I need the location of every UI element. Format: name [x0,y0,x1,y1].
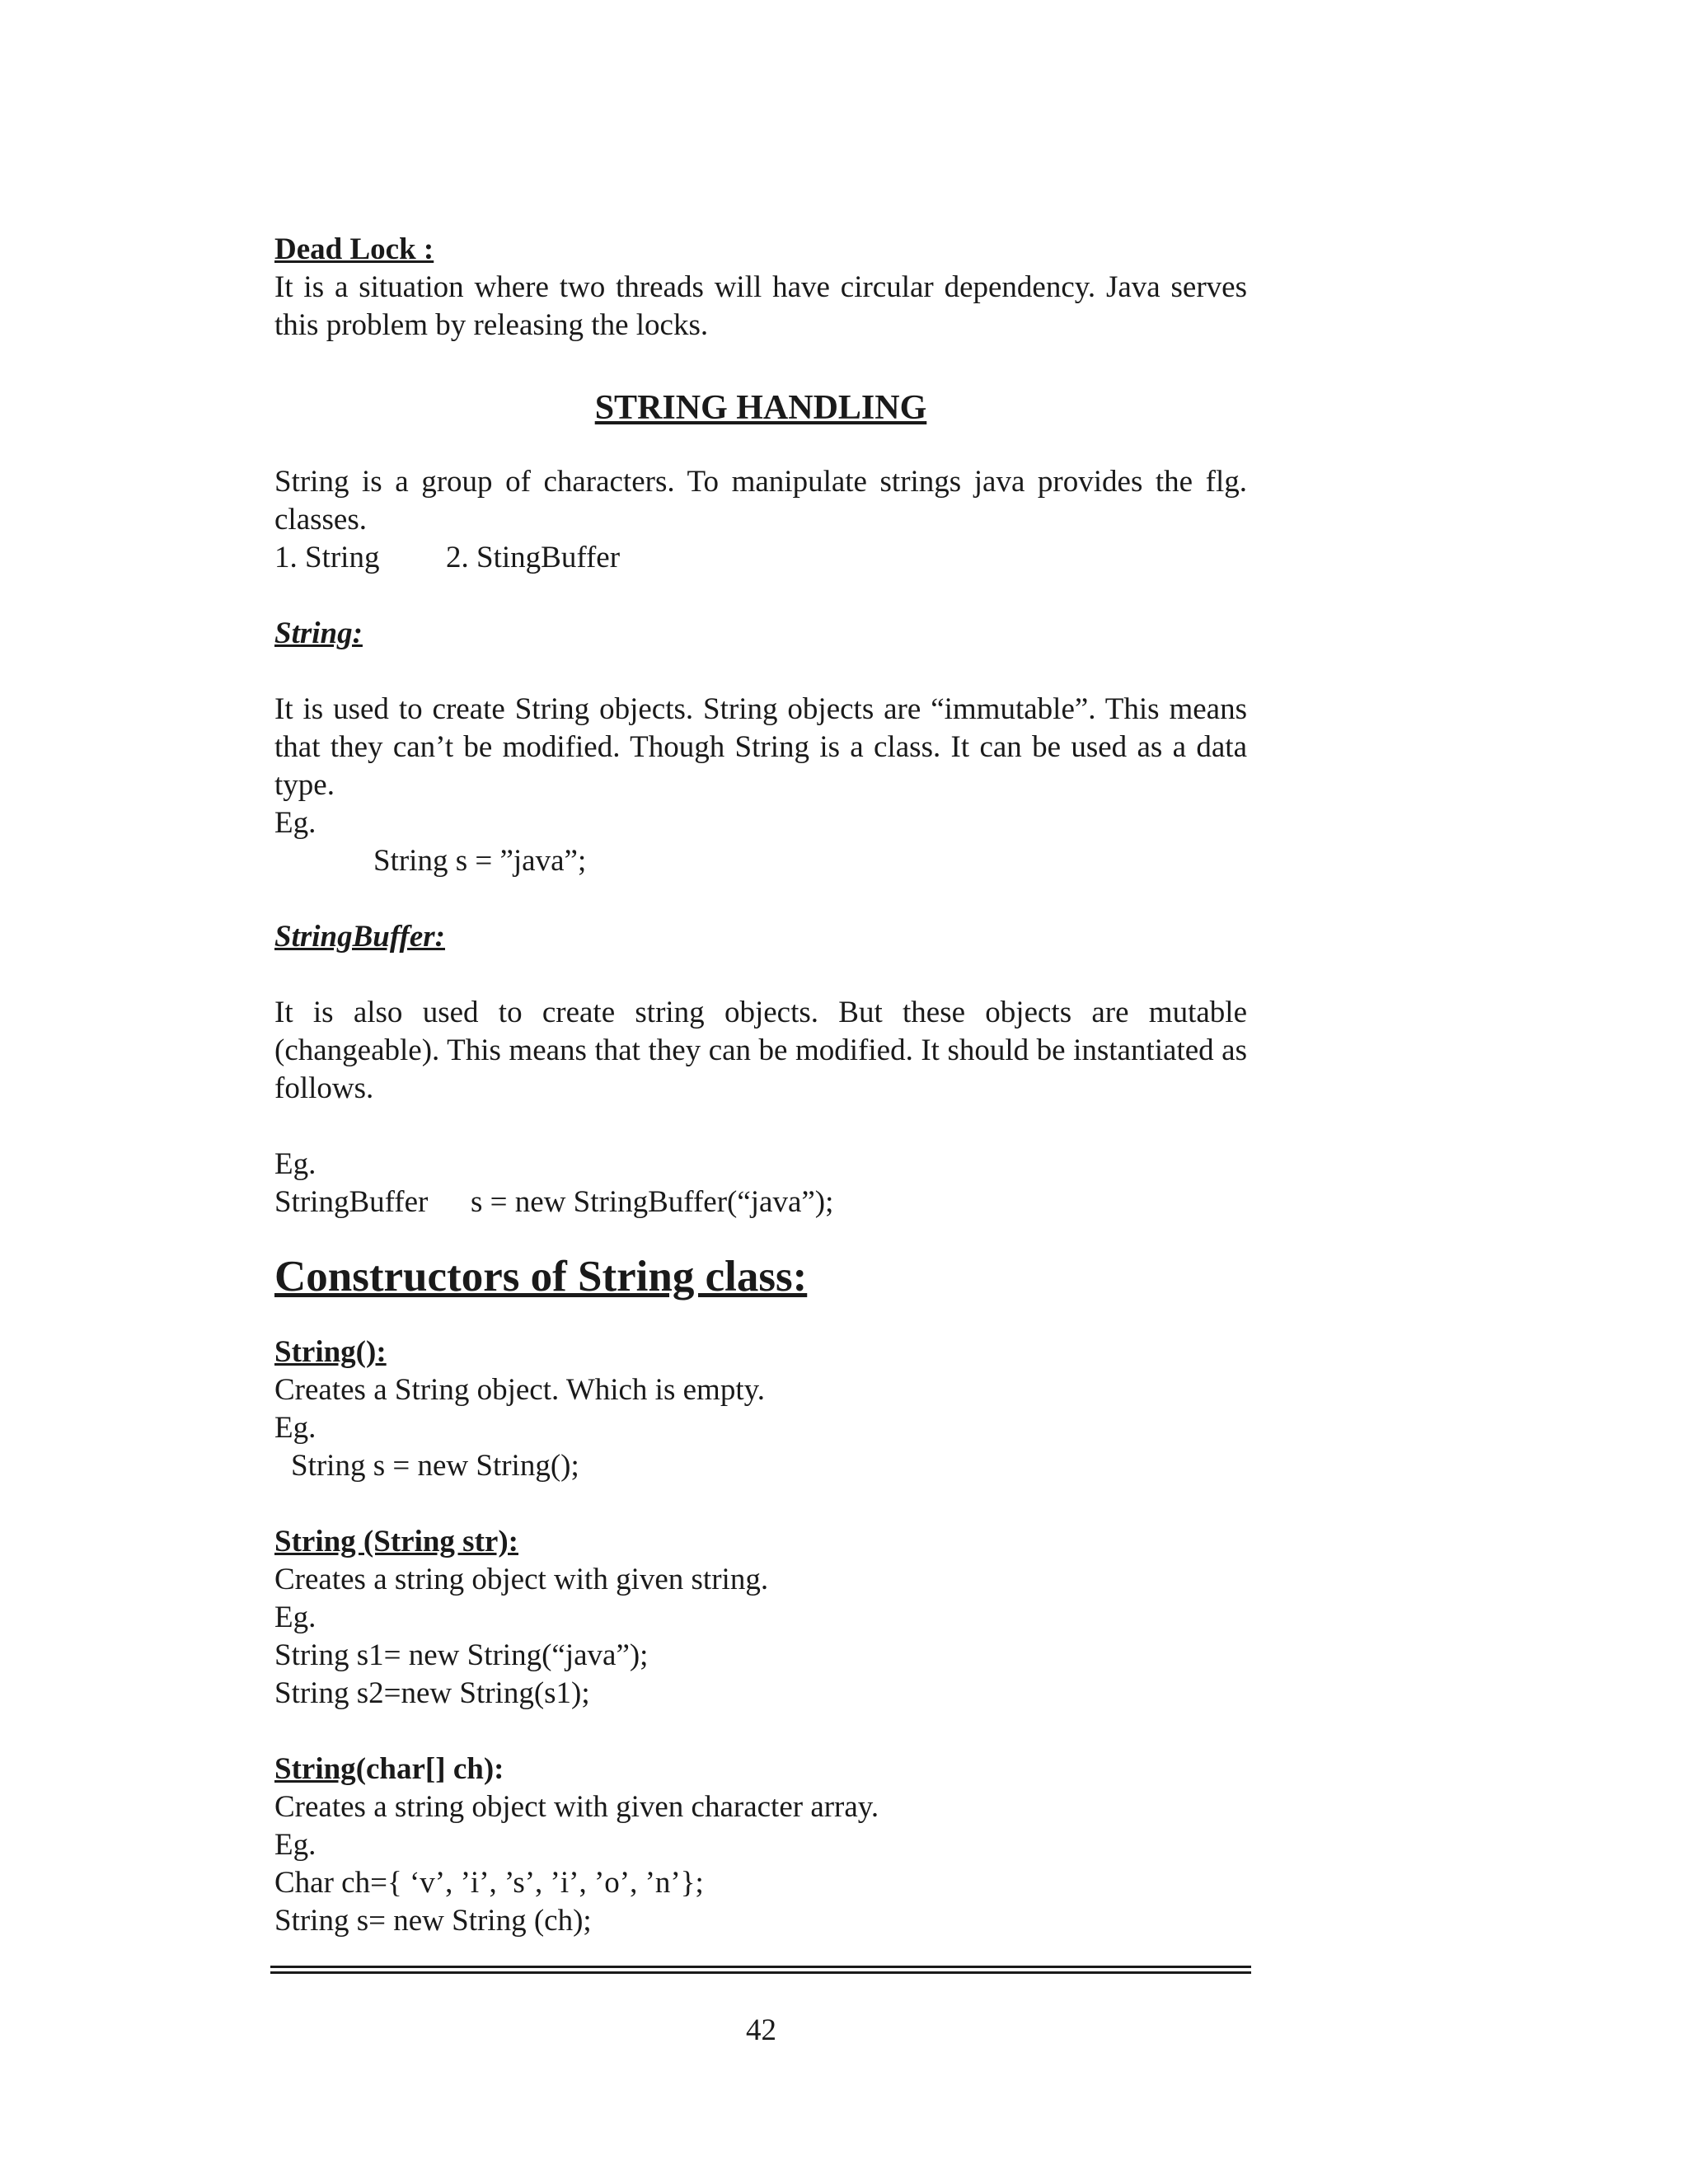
constructor-code: String s = new String(); [291,1449,579,1483]
string-code: String s = ”java”; [373,844,587,878]
constructor-code: String s2=new String(s1); [274,1676,590,1710]
constructors-title: Constructors of String class: [274,1253,808,1301]
constructor-heading [274,1750,1247,1788]
class-list [274,539,1247,577]
constructor-eg-label: Eg. [274,1411,316,1445]
heading-rest: (char[] ch): [355,1752,504,1786]
constructor-desc: Creates a String object. Which is empty. [274,1373,765,1407]
page-content [274,231,1247,1940]
constructor-heading: String (String str): [274,1525,518,1558]
constructor-desc: Creates a string object with given string. [274,1563,769,1596]
list-item: 1. String [274,541,380,574]
constructor-code: String s= new String (ch); [274,1904,592,1938]
constructor-desc: Creates a string object with given character array. [274,1790,879,1824]
constructor-eg-label: Eg. [274,1828,316,1862]
stringbuffer-heading: StringBuffer: [274,920,445,954]
string-heading: String: [274,616,363,650]
stringbuffer-eg-label: Eg. [274,1147,316,1181]
constructor-code: String s1= new String(“java”); [274,1638,649,1672]
string-handling-title: STRING HANDLING [594,389,927,427]
footer-rule-upper [270,1966,1251,1968]
deadlock-text: It is a situation where two threads will have circular dependency. Java serves this problem by releasing the locks. [274,270,1247,342]
heading-underlined-part: String [274,1752,356,1786]
deadlock-heading: Dead Lock : [274,232,434,266]
constructor-heading: String(): [274,1335,387,1369]
code-rest: s = new StringBuffer(“java”); [471,1185,834,1219]
constructor-eg-label: Eg. [274,1601,316,1634]
list-item: 2. StingBuffer [446,541,621,574]
stringbuffer-code [274,1183,1247,1221]
page-number: 42 [746,2013,776,2047]
stringbuffer-text: It is also used to create string objects. But these objects are mutable (changeable). This means that they can be modified. It should be instantiated as follows. [274,996,1247,1105]
string-text: It is used to create String objects. String objects are “immutable”. This means that they can’t be modified. Though String is a class. It can be used as a data type. [274,692,1247,802]
footer-rule-lower [270,1971,1251,1974]
string-handling-intro: String is a group of characters. To manipulate strings java provides the flg. classes. [274,465,1247,537]
constructor-code: Char ch={ ‘v’, ’i’, ’s’, ’i’, ’o’, ’n’}; [274,1866,704,1900]
string-eg-label: Eg. [274,806,316,840]
code-type: StringBuffer [274,1185,429,1219]
